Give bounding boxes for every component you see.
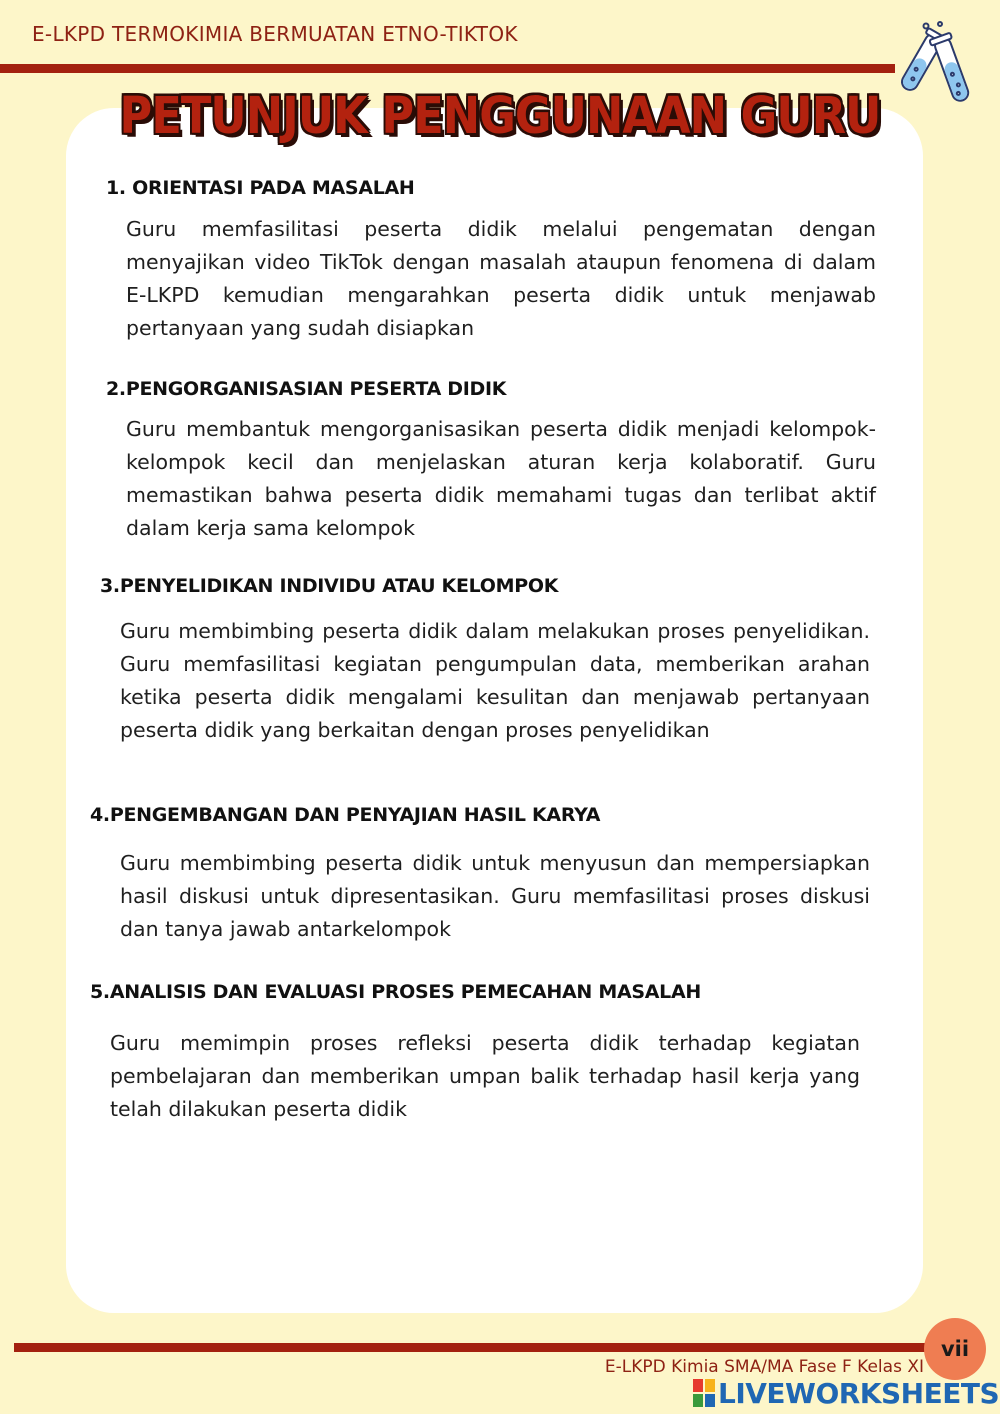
section-3-heading: 3.PENYELIDIKAN INDIVIDU ATAU KELOMPOK (100, 575, 559, 597)
section-1-body: Guru memfasilitasi peserta didik melalui pengematan dengan menyajikan video TikTok dengan masalah ataupun fenomena di dalam E-LKPD kemudian mengarahkan peserta didik untuk menjawab pertanyaan yang sudah disiapkan (126, 217, 876, 340)
section-2-body: Guru membantuk mengorganisasikan peserta didik menjadi kelompok-kelompok kecil dan menjelaskan aturan kerja kolaboratif. Guru memastikan bahwa peserta didik memahami tugas dan terlibat aktif dalam kerja sama kelompok (126, 417, 876, 540)
footer-divider (14, 1343, 949, 1352)
section-4-heading: 4.PENGEMBANGAN DAN PENYAJIAN HASIL KARYA (90, 804, 601, 826)
document-header-title: E-LKPD TERMOKIMIA BERMUATAN ETNO-TIKTOK (32, 22, 518, 46)
watermark-text: LIVEWORKSHEETS (718, 1376, 1000, 1410)
header-divider (0, 64, 895, 73)
liveworksheets-watermark (693, 1376, 999, 1410)
page-number-badge: vii (924, 1318, 986, 1380)
section-5-heading: 5.ANALISIS DAN EVALUASI PROSES PEMECAHAN MASALAH (90, 981, 701, 1003)
section-5-body: Guru memimpin proses refleksi peserta didik terhadap kegiatan pembelajaran dan memberikan umpan balik terhadap hasil kerja yang telah dilakukan peserta didik (110, 1031, 860, 1121)
section-1-heading: 1. ORIENTASI PADA MASALAH (106, 177, 415, 199)
page-title: PETUNJUK PENGGUNAAN GURU (119, 86, 881, 146)
section-2-heading: 2.PENGORGANISASIAN PESERTA DIDIK (106, 378, 507, 400)
footer-caption: E-LKPD Kimia SMA/MA Fase F Kelas XI (604, 1357, 924, 1377)
section-4-body: Guru membimbing peserta didik untuk menyusun dan mempersiapkan hasil diskusi untuk dipresentasikan. Guru memfasilitasi proses diskusi dan tanya jawab antarkelompok (120, 851, 870, 941)
liveworksheets-logo-icon (693, 1379, 715, 1407)
section-3-body: Guru membimbing peserta didik dalam melakukan proses penyelidikan. Guru memfasilitasi kegiatan pengumpulan data, memberikan arahan ketika peserta didik mengalami kesulitan dan menjawab pertanyaan peserta didik yang berkaitan dengan proses penyelidikan (120, 619, 870, 742)
